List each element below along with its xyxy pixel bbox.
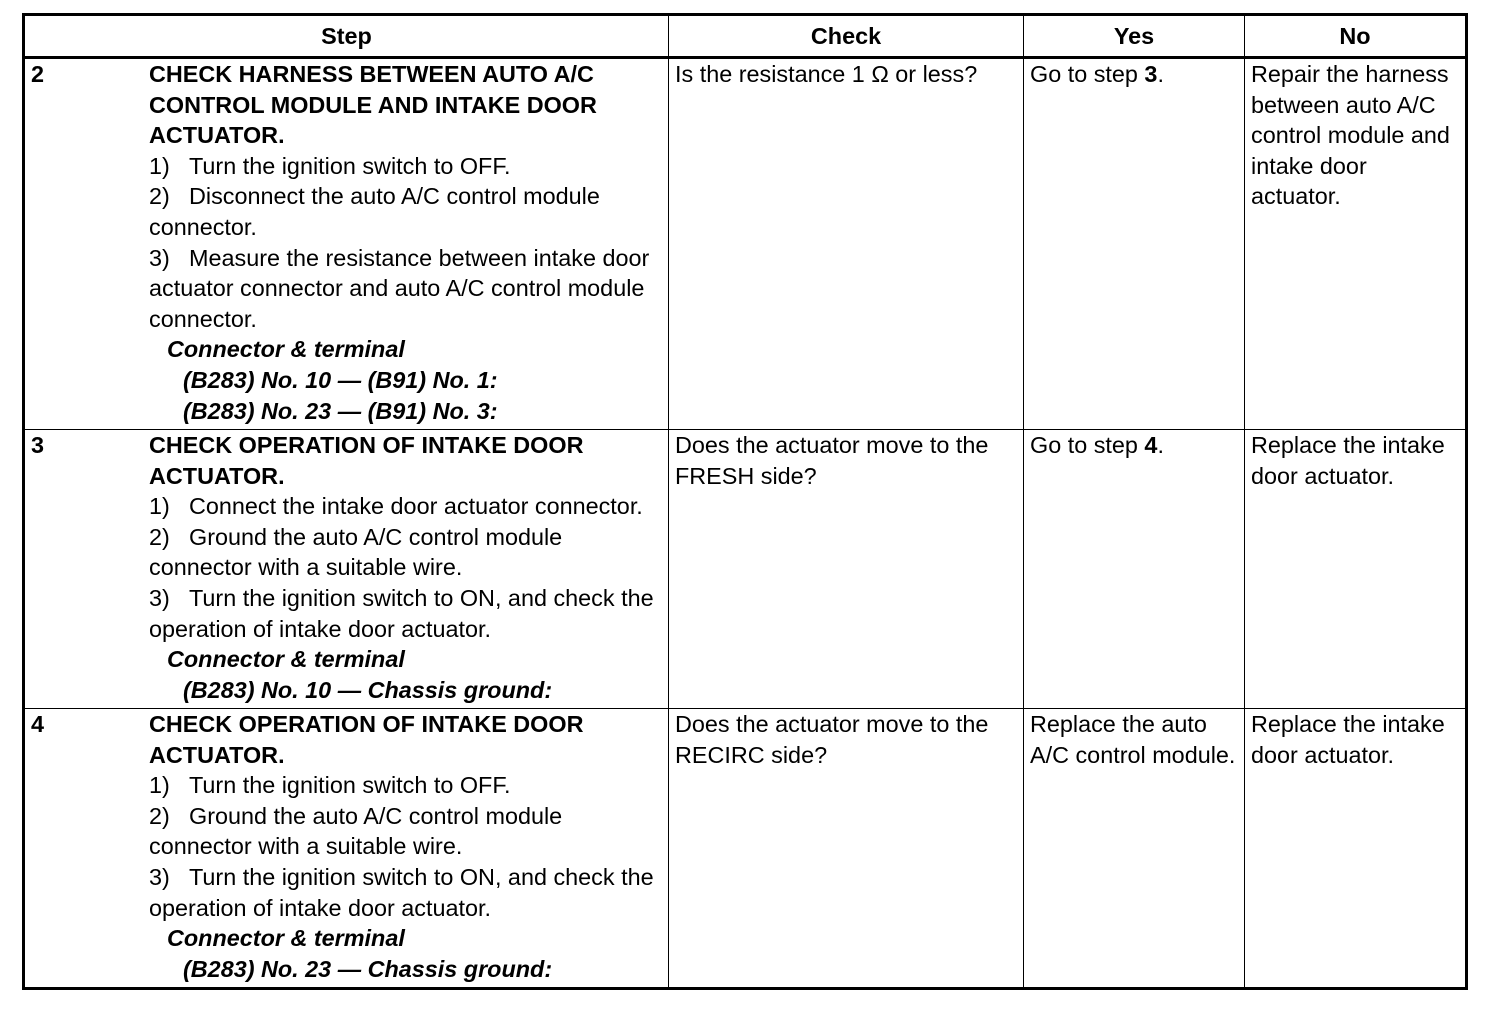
step-title: CHECK HARNESS BETWEEN AUTO A/C CONTROL MODULE AND INTAKE DOOR ACTUATOR. xyxy=(149,61,597,149)
step-cell xyxy=(24,58,669,430)
table-row xyxy=(24,709,1467,989)
connector-heading: Connector & terminal xyxy=(167,646,405,673)
substep: 2) Disconnect the auto A/C control module connector. xyxy=(149,183,600,240)
substep: 2) Ground the auto A/C control module connector with a suitable wire. xyxy=(149,802,563,860)
header-row xyxy=(24,15,1467,58)
yes-cell: Replace the auto A/C control module. xyxy=(1024,709,1245,989)
step-reference: 4 xyxy=(1144,432,1158,458)
substep: 3) Turn the ignition switch to ON, and check the operation of intake door actuator. xyxy=(149,584,654,642)
substep: 2) Ground the auto A/C control module connector with a suitable wire. xyxy=(149,523,563,581)
header-yes: Yes xyxy=(1024,15,1245,58)
substep: 1) Connect the intake door actuator connector. xyxy=(149,493,643,520)
step-cell xyxy=(24,709,669,989)
no-cell: Repair the harness between auto A/C control module and intake door actuator. xyxy=(1245,58,1467,430)
step-title: CHECK OPERATION OF INTAKE DOOR ACTUATOR. xyxy=(149,711,584,768)
check-cell: Does the actuator move to the RECIRC side? xyxy=(669,709,1024,989)
table-row xyxy=(24,430,1467,709)
header-check: Check xyxy=(669,15,1024,58)
header-step: Step xyxy=(24,15,669,58)
step-number: 4 xyxy=(31,711,45,737)
no-cell: Replace the intake door actuator. xyxy=(1245,709,1467,989)
connector-item: (B283) No. 10 — (B91) No. 1: xyxy=(183,366,498,393)
step-number: 3 xyxy=(31,432,45,458)
connector-heading: Connector & terminal xyxy=(167,336,405,363)
connector-item: (B283) No. 23 — (B91) No. 3: xyxy=(183,397,498,424)
yes-cell: Go to step 4. xyxy=(1024,430,1245,709)
yes-cell: Go to step 3. xyxy=(1024,58,1245,430)
check-cell: Is the resistance 1 Ω or less? xyxy=(669,58,1024,430)
connector-heading: Connector & terminal xyxy=(167,925,405,952)
table-row xyxy=(24,58,1467,430)
diagnostic-table xyxy=(22,13,1468,990)
step-cell xyxy=(24,430,669,709)
check-cell: Does the actuator move to the FRESH side? xyxy=(669,430,1024,709)
no-cell: Replace the intake door actuator. xyxy=(1245,430,1467,709)
substep: 3) Measure the resistance between intake door actuator connector and auto A/C control module connector. xyxy=(149,244,650,332)
header-no: No xyxy=(1245,15,1467,58)
connector-item: (B283) No. 10 — Chassis ground: xyxy=(183,676,553,703)
substep: 1) Turn the ignition switch to OFF. xyxy=(149,772,511,799)
step-title: CHECK OPERATION OF INTAKE DOOR ACTUATOR. xyxy=(149,432,584,489)
step-reference: 3 xyxy=(1144,61,1158,87)
step-number: 2 xyxy=(31,61,45,87)
substep: 1) Turn the ignition switch to OFF. xyxy=(149,152,511,179)
substep: 3) Turn the ignition switch to ON, and check the operation of intake door actuator. xyxy=(149,863,654,921)
connector-item: (B283) No. 23 — Chassis ground: xyxy=(183,955,553,982)
